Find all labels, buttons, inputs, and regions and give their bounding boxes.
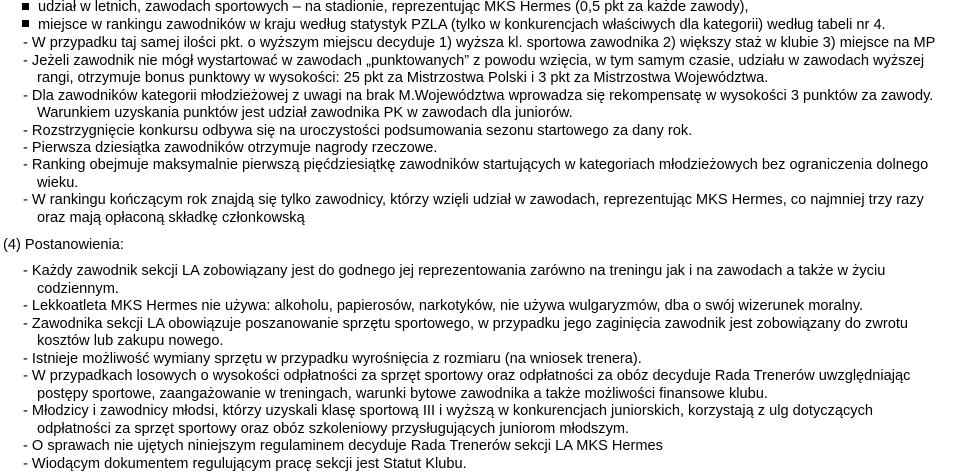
rule-tie-break: - W przypadku taj samej ilości pkt. o wyższym miejscu decyduje 1) wyższa kl. sportowa zawodnika 2) większy staż w klubie 3) miejsce na MP xyxy=(23,35,936,51)
provision-junior-discounts: - Młodzicy i zawodnicy młodsi, którzy uzyskali klasę sportową III i wyższą w konkurencjach juniorskich, korzystają z ulg dotyczących xyxy=(23,403,873,420)
provision-fees-decision: - W przypadkach losowych o wysokości odpłatności za sprzęt sportowy oraz odpłatności za obóz decyduje Rada Trenerów uwzględniając xyxy=(23,368,911,385)
rule-top-ten-prizes: - Pierwsza dziesiątka zawodników otrzymuje nagrody rzeczowe. xyxy=(23,139,438,156)
provision-equipment-exchange: - Istnieje możliwość wymiany sprzętu w przypadku wyrośnięcia z rozmiaru (na wniosek trenera). xyxy=(23,350,642,367)
provision-representation-cont: codziennym. xyxy=(37,280,119,297)
rule-ranking-scope: - Ranking obejmuje maksymalnie pierwszą pięćdziesiątkę zawodników startujących w kategoriach młodzieżowych bez ograniczenia dolnego xyxy=(23,157,929,174)
provision-conduct: - Lekkoatleta MKS Hermes nie używa: alkoholu, papierosów, narkotyków, nie używa wulgaryzmów, dba o swój wizerunek moralny. xyxy=(23,298,864,315)
bullet-marker xyxy=(22,20,29,27)
provision-fees-decision-cont: postępy sportowe, zaangażowanie w treningach, warunki bytowe zawodnika a także możliwości finansowe klubu. xyxy=(37,385,768,402)
bullet-item-summer-competitions: udział w letnich, zawodach sportowych – na stadionie, reprezentując MKS Hermes (0,5 pkt za każde zawody), xyxy=(38,0,749,16)
bullet-item-pzla-ranking: miejsce w rankingu zawodników w kraju według statystyk PZLA (tylko w konkurencjach właściwych dla kategorii) według tabeli nr 4. xyxy=(38,16,886,33)
bullet-marker xyxy=(22,3,29,10)
provision-equipment-care-cont: kosztów lub zakupu nowego. xyxy=(37,333,224,350)
rule-bonus-points: - Jeżeli zawodnik nie mógł wystartować w zawodach „punktowanych” z powodu wzięcia, w tym samym czasie, udziału w zawodach wyższej xyxy=(23,52,925,69)
rule-year-end-ranking-cont: oraz mają opłaconą składkę członkowską xyxy=(37,209,305,226)
provision-representation: - Każdy zawodnik sekcji LA zobowiązany jest do godnego jej reprezentowania zarówno na treningu jak i na zawodach a także w życiu xyxy=(23,263,886,280)
rule-bonus-points-cont: rangi, otrzymuje bonus punktowy w wysokości: 25 pkt za Mistrzostwa Polski i 3 pkt za Mistrzostwa Województwa. xyxy=(37,70,769,86)
rule-youth-compensation: - Dla zawodników kategorii młodzieżowej z uwagi na brak M.Województwa wprowadza się rekompensatę w wysokości 3 punktów za zawody. xyxy=(23,87,934,104)
rule-year-end-ranking: - W rankingu kończącym rok znajdą się tylko zawodnicy, którzy wzięli udział w zawodach, reprezentując MKS Hermes, co najmniej trzy razy xyxy=(23,192,924,209)
rule-youth-compensation-cont: Warunkiem uzyskania punktów jest udział zawodnika PK w zawodach dla juniorów. xyxy=(37,105,573,121)
provision-coaches-council: - O sprawach nie ujętych niniejszym regulaminem decyduje Rada Trenerów sekcji LA MKS Hermes xyxy=(23,438,663,454)
provision-club-statute: - Wiodącym dokumentem regulującym pracę sekcji jest Statut Klubu. xyxy=(23,455,467,472)
provision-equipment-care: - Zawodnika sekcji LA obowiązuje poszanowanie sprzętu sportowego, w przypadku jego zaginięcia zawodnik jest zobowiązany do zwrotu xyxy=(23,315,909,332)
provision-junior-discounts-cont: odpłatności za sprzęt sportowy oraz obóz szkoleniowy przysługujących juniorom młodszym. xyxy=(37,420,630,437)
rule-ranking-scope-cont: wieku. xyxy=(37,174,79,191)
rule-contest-resolution: - Rozstrzygnięcie konkursu odbywa się na uroczystości podsumowania sezonu startowego za dany rok. xyxy=(23,122,693,139)
section-heading-provisions: (4) Postanowienia: xyxy=(3,236,124,253)
